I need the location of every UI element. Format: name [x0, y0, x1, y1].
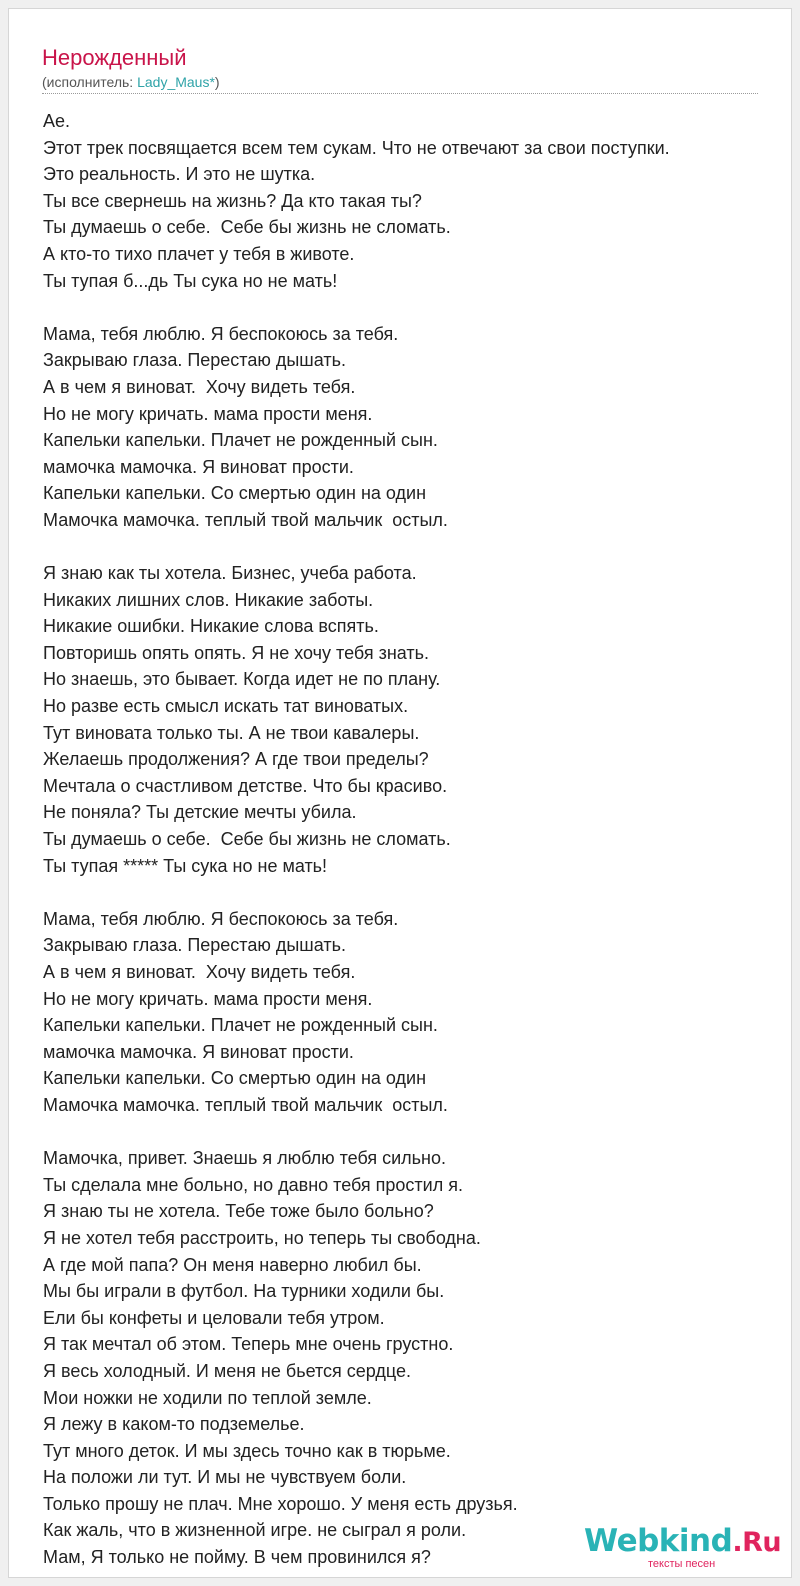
- site-logo[interactable]: [584, 1524, 784, 1574]
- lyric-line: А кто-то тихо плачет у тебя в животе.: [43, 243, 355, 264]
- lyric-line: Мамочка, привет. Знаешь я люблю тебя сильно.: [43, 1148, 447, 1169]
- lyric-line: Капельки капельки. Плачет не рожденный сын.: [43, 430, 438, 451]
- lyric-line: Мамочка мамочка. теплый твой мальчик остыл.: [43, 509, 448, 530]
- artist-link[interactable]: Lady_Maus*: [137, 74, 215, 90]
- logo-wordmark: [584, 1524, 781, 1560]
- lyric-line: Мам, Я только не пойму. В чем провинился я?: [43, 1547, 431, 1568]
- logo-tld: .Ru: [732, 1527, 782, 1558]
- lyric-line: Мама, тебя люблю. Я беспокоюсь за тебя.: [43, 323, 399, 344]
- byline-prefix: (исполнитель:: [42, 74, 138, 90]
- lyric-line: Никаких лишних слов. Никакие заботы.: [43, 589, 374, 610]
- lyrics-body: [43, 108, 783, 1571]
- lyric-line: Я так мечтал об этом. Теперь мне очень грустно.: [43, 1334, 454, 1355]
- title-divider: [42, 93, 758, 94]
- lyric-line: Желаешь продолжения? А где твои пределы?: [43, 749, 429, 770]
- lyric-line: Тут много деток. И мы здесь точно как в тюрьме.: [43, 1440, 451, 1461]
- lyric-line: А в чем я виноват. Хочу видеть тебя.: [43, 962, 356, 982]
- lyric-line: Но знаешь, это бывает. Когда идет не по плану.: [43, 669, 441, 690]
- lyric-line: А где мой папа? Он меня наверно любил бы.: [43, 1254, 422, 1275]
- stanza-break: [43, 1119, 783, 1146]
- lyric-line: Закрываю глаза. Перестаю дышать.: [43, 935, 346, 956]
- logo-tagline: тексты песен: [648, 1558, 716, 1570]
- lyric-line: На положи ли тут. И мы не чувствуем боли.: [43, 1467, 407, 1488]
- lyric-line: Капельки капельки. Со смертью один на один: [43, 1068, 427, 1089]
- lyric-line: Капельки капельки. Плачет не рожденный сын.: [43, 1015, 438, 1036]
- lyric-line: Я лежу в каком-то подземелье.: [43, 1414, 305, 1435]
- lyric-line: Ты тупая б...дь Ты сука но не мать!: [43, 270, 338, 291]
- lyric-line: Ты тупая ***** Ты сука но не мать!: [43, 855, 328, 876]
- lyric-line: А в чем я виноват. Хочу видеть тебя.: [43, 376, 356, 397]
- lyric-line: мамочка мамочка. Я виноват прости.: [43, 456, 354, 477]
- lyric-line: Как жаль, что в жизненной игре. не сыграл я роли.: [43, 1520, 467, 1541]
- byline-suffix: ): [214, 74, 220, 90]
- lyric-line: Мамочка мамочка. теплый твой мальчик остыл.: [43, 1094, 448, 1115]
- lyric-line: Мы бы играли в футбол. На турники ходили бы.: [43, 1281, 445, 1302]
- lyric-line: Мои ножки не ходили по теплой земле.: [43, 1387, 372, 1408]
- lyric-line: Это реальность. И это не шутка.: [43, 164, 316, 185]
- lyric-line: Ты думаешь о себе. Себе бы жизнь не сломать.: [43, 217, 451, 238]
- lyric-line: Ели бы конфеты и целовали тебя утром.: [43, 1307, 385, 1328]
- lyric-line: мамочка мамочка. Я виноват прости.: [43, 1041, 354, 1062]
- lyric-line: Но разве есть смысл искать тат виноватых.: [43, 696, 409, 717]
- lyric-line: Ае.: [43, 111, 71, 131]
- lyric-line: Этот трек посвящается всем тем сукам. Что не отвечают за свои поступки.: [43, 137, 670, 158]
- lyric-line: Ты все свернешь на жизнь? Да кто такая ты?: [43, 190, 422, 211]
- song-title: Нерожденный: [42, 45, 187, 70]
- stanza-break: [43, 534, 783, 561]
- lyric-line: Я весь холодный. И меня не бьется сердце.: [43, 1360, 412, 1381]
- lyric-line: Я знаю ты не хотела. Тебе тоже было больно?: [43, 1201, 434, 1222]
- lyric-line: Капельки капельки. Со смертью один на один: [43, 483, 427, 504]
- lyric-line: Повторишь опять опять. Я не хочу тебя знать.: [43, 642, 429, 663]
- lyric-line: Никакие ошибки. Никакие слова вспять.: [43, 616, 379, 637]
- stanza-break: [43, 294, 783, 321]
- lyric-line: Я знаю как ты хотела. Бизнес, учеба работа.: [43, 563, 417, 584]
- lyric-line: Не поняла? Ты детские мечты убила.: [43, 802, 357, 823]
- lyrics-card: [8, 8, 792, 1578]
- lyric-line: Я не хотел тебя расстроить, но теперь ты свободна.: [43, 1227, 481, 1248]
- logo-name: Webkind: [584, 1523, 733, 1559]
- lyric-line: Ты сделала мне больно, но давно тебя простил я.: [43, 1174, 463, 1195]
- lyric-line: Мама, тебя люблю. Я беспокоюсь за тебя.: [43, 908, 399, 929]
- lyric-line: Ты думаешь о себе. Себе бы жизнь не сломать.: [43, 829, 451, 850]
- lyric-line: Тут виновата только ты. А не твои кавалеры.: [43, 722, 420, 743]
- lyric-line: Мечтала о счастливом детстве. Что бы красиво.: [43, 775, 448, 796]
- lyric-line: Только прошу не плач. Мне хорошо. У меня есть друзья.: [43, 1493, 518, 1514]
- lyric-line: Но не могу кричать. мама прости меня.: [43, 403, 373, 424]
- song-byline: [42, 73, 220, 91]
- stanza-break: [43, 879, 783, 906]
- lyric-line: Но не могу кричать. мама прости меня.: [43, 988, 373, 1009]
- lyric-line: Закрываю глаза. Перестаю дышать.: [43, 350, 346, 371]
